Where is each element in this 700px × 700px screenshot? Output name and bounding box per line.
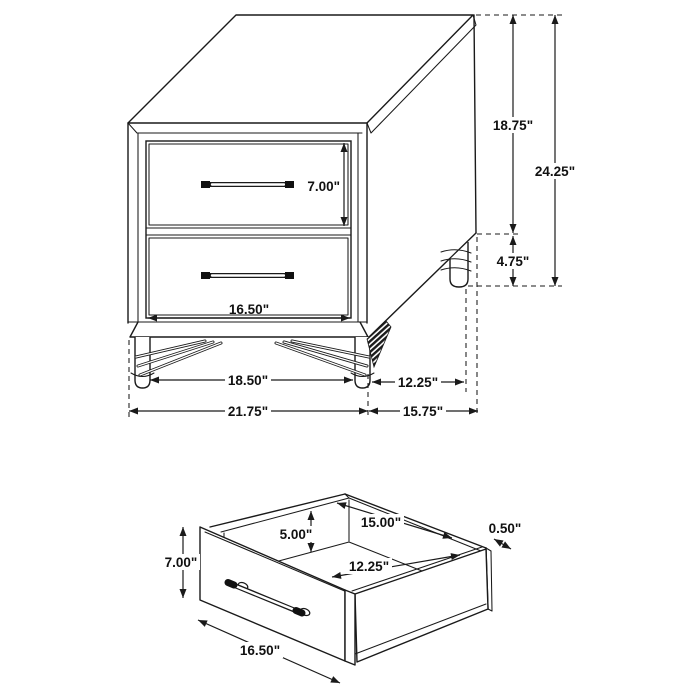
dim-label-body-height: 18.75" — [492, 118, 534, 133]
dim-drawer-panel-height — [162, 527, 200, 598]
dim-label-drawer-wall-thickness: 0.50" — [488, 521, 522, 536]
dim-label-drawer-inner-depth: 12.25" — [348, 559, 390, 574]
dim-front-leg-span — [150, 372, 353, 388]
extension-lines — [129, 15, 562, 418]
dim-label-leg-height: 4.75" — [496, 254, 530, 269]
drawer-view — [162, 494, 521, 683]
dim-label-front-leg-span: 18.50" — [227, 373, 269, 388]
drawer-opening — [146, 141, 351, 318]
drawer-pull-handle — [201, 272, 294, 279]
dim-drawer-inner-width — [337, 503, 452, 538]
nightstand-view — [128, 15, 578, 419]
dim-label-drawer-inner-width: 15.00" — [360, 515, 402, 530]
dim-total-width — [129, 403, 368, 419]
drawer-box — [200, 494, 492, 665]
dim-label-drawer-panel-height: 7.00" — [164, 555, 198, 570]
dim-body-height — [490, 15, 536, 233]
drawer-pull-handle — [201, 181, 294, 188]
dim-label-total-width: 21.75" — [227, 404, 269, 419]
dim-side-leg-span — [372, 374, 464, 390]
dim-label-drawer-height: 7.00" — [307, 179, 340, 194]
dim-label-total-height: 24.25" — [534, 164, 576, 179]
dim-drawer-front-height — [307, 143, 344, 226]
dim-label-drawer-width: 16.50" — [228, 302, 270, 317]
dim-drawer-wall-thickness — [489, 521, 522, 549]
nightstand-top-panel — [128, 15, 476, 233]
dim-drawer-inner-height — [277, 511, 315, 552]
dim-label-drawer-panel-width: 16.50" — [239, 643, 281, 658]
dim-drawer-front-width — [148, 302, 350, 318]
dim-label-total-depth: 15.75" — [402, 404, 444, 419]
dim-label-side-leg-span: 12.25" — [397, 375, 439, 390]
dim-leg-height — [493, 236, 533, 286]
dim-label-drawer-inner-height: 5.00" — [279, 527, 313, 542]
dim-total-height — [532, 15, 578, 286]
dim-total-depth — [369, 403, 478, 419]
